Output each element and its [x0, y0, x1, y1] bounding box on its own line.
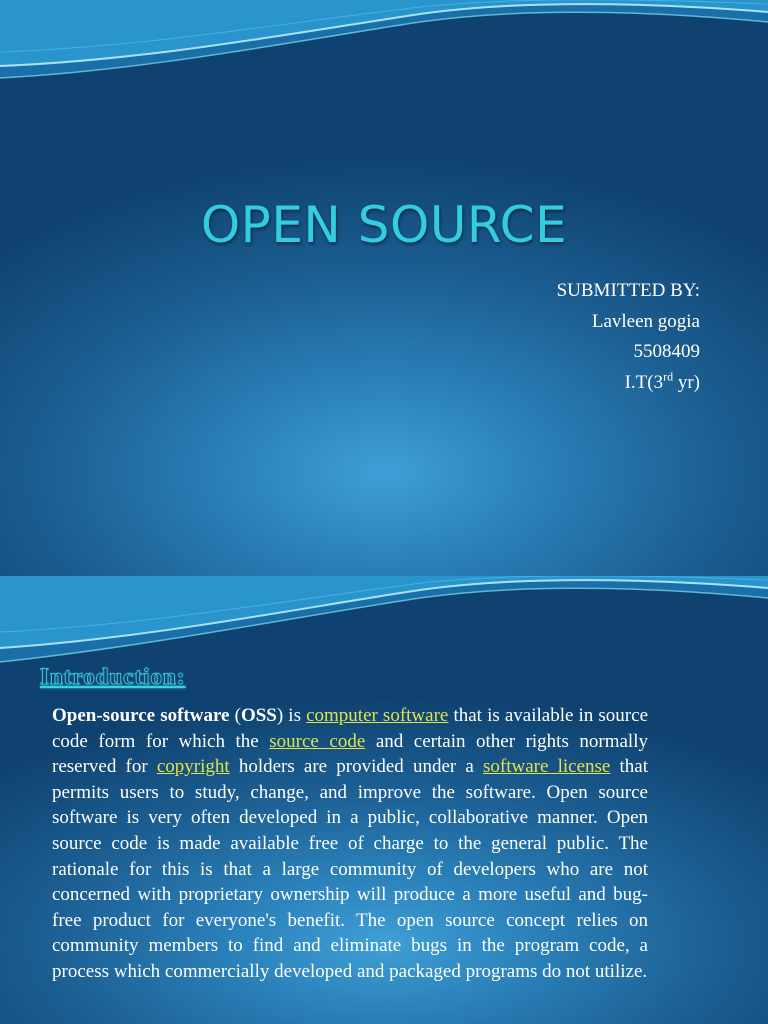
course-superscript: rd [663, 369, 674, 384]
slide-title: OPEN SOURCE [200, 196, 568, 254]
software-license-link[interactable]: software license [483, 756, 611, 778]
term-oss: OSS [240, 705, 277, 726]
paragraph-text: that permits users to study, change, and improve the software. Open source software is very often developed in a public, collaborative manner. Open source code is made available free of charge to the general public. The rationale for this is that a large community of developers who are not concerned with proprietary ownership will produce a more useful and bug-free product for everyone's benefit. The open source concept relies on community members to find and eliminate bugs in the program code, a process which commercially developed and packaged programs do not utilize. [52, 756, 648, 982]
intro-paragraph [52, 703, 648, 985]
paragraph-text: holders are provided under a [229, 756, 483, 778]
term-open-source-software: Open-source software [52, 705, 230, 726]
decorative-wave [0, 0, 768, 100]
author-name: Lavleen gogia [591, 310, 700, 332]
submitted-by-block [557, 276, 700, 398]
submitted-by-label: SUBMITTED BY: [556, 280, 700, 301]
section-heading: Introduction: [40, 664, 186, 689]
decorative-wave [0, 576, 768, 676]
paragraph-text: and certain other rights normally reserved for [52, 730, 648, 778]
course-prefix: I.T(3 [624, 371, 664, 393]
introduction-slide [0, 576, 768, 1024]
paragraph-text: that is available in source code form for which the [52, 705, 648, 752]
course-suffix: yr) [673, 371, 700, 393]
roll-number: 5508409 [633, 341, 700, 362]
course-year [557, 368, 700, 399]
copyright-link[interactable]: copyright [156, 756, 230, 778]
source-code-link[interactable]: source code [269, 730, 366, 752]
paragraph-text: ( [229, 705, 241, 726]
paragraph-text: ) is [276, 705, 307, 726]
computer-software-link[interactable]: computer software [306, 705, 449, 726]
